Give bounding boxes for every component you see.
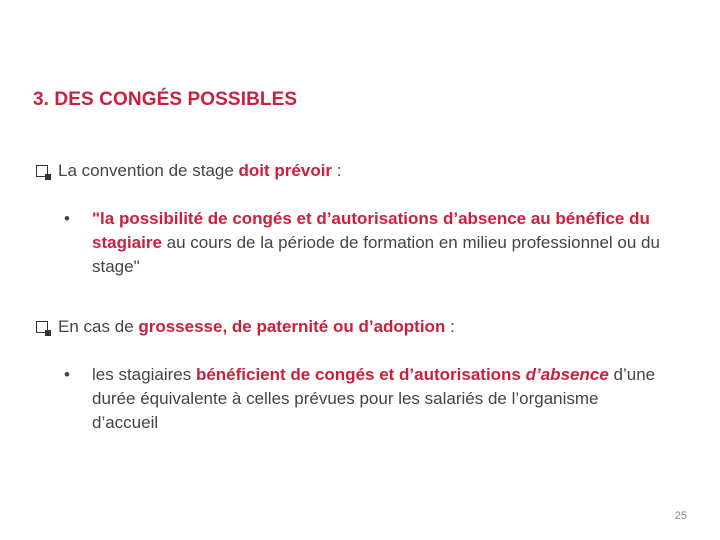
page-number: 25 bbox=[674, 510, 687, 522]
bullet-text: les stagiaires bénéficient de congés et d’autorisations d’absence d’une durée équivalente à celles prévues pour les salariés de l’organisme d’accueil bbox=[92, 365, 656, 432]
bullet-dot: • bbox=[64, 365, 70, 384]
bullet-dot: • bbox=[64, 209, 70, 228]
slide-title: 3. DES CONGÉS POSSIBLES bbox=[33, 89, 298, 110]
bullet-stagiaires bbox=[62, 363, 662, 435]
point-text: La convention de stage doit prévoir : bbox=[58, 161, 342, 180]
bullet-text: "la possibilité de congés et d’autorisations d’absence au bénéfice du stagiaire au cours de la période de formation en milieu professionnel ou du stage" bbox=[92, 209, 660, 276]
bullet-conges bbox=[62, 207, 662, 279]
point-convention bbox=[36, 160, 342, 182]
checkbox-bullet-icon bbox=[36, 321, 48, 333]
point-text: En cas de grossesse, de paternité ou d’adoption : bbox=[58, 317, 455, 336]
point-grossesse bbox=[36, 316, 455, 338]
checkbox-bullet-icon bbox=[36, 165, 48, 177]
